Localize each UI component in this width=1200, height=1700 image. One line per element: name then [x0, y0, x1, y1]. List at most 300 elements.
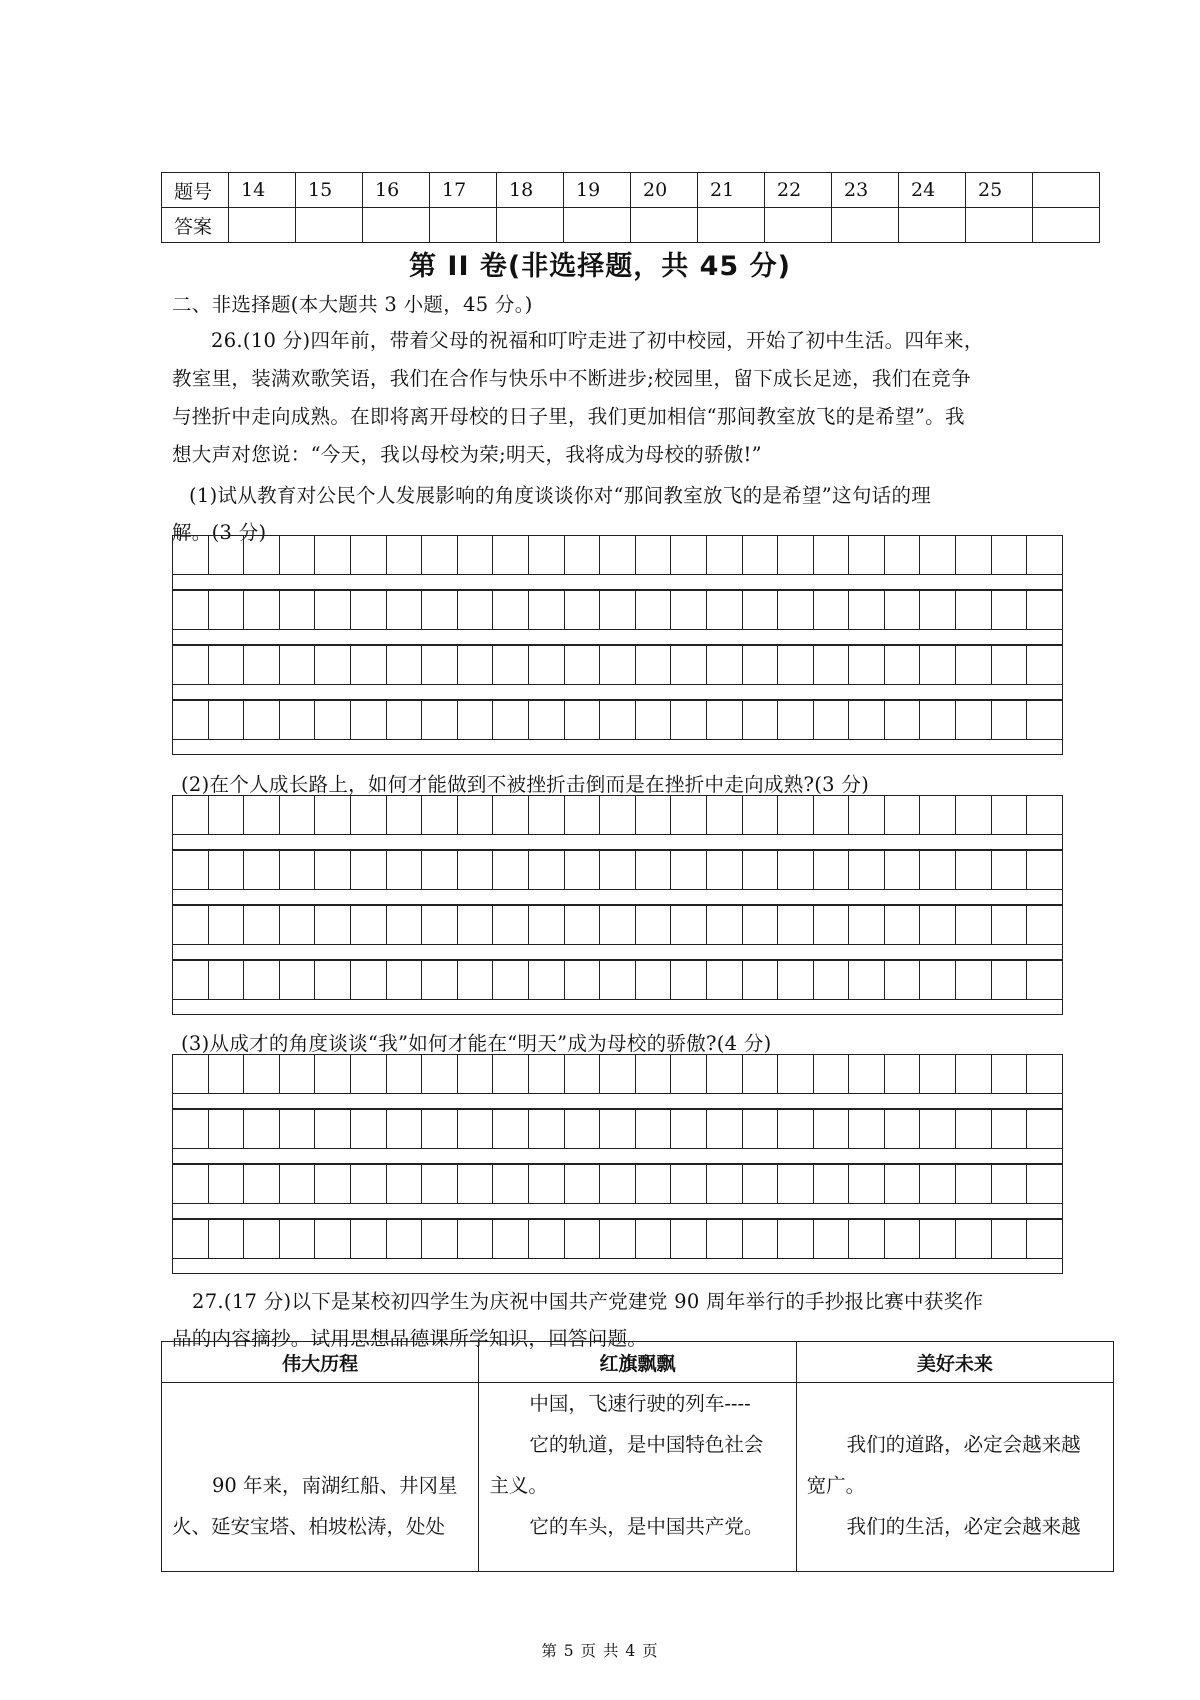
writing-grid-cell[interactable] — [209, 796, 245, 834]
writing-grid-cell[interactable] — [671, 906, 707, 944]
writing-grid-cell[interactable] — [280, 1220, 316, 1258]
writing-grid-cell[interactable] — [387, 906, 423, 944]
writing-grid-cell[interactable] — [778, 701, 814, 739]
writing-grid-cell[interactable] — [885, 646, 921, 684]
writing-grid-cell[interactable] — [565, 536, 601, 574]
writing-grid-cell[interactable] — [209, 591, 245, 629]
writing-grid-cell[interactable] — [920, 1165, 956, 1203]
writing-grid-cell[interactable] — [209, 701, 245, 739]
writing-grid-cell[interactable] — [743, 1055, 779, 1093]
writing-grid-cell[interactable] — [351, 961, 387, 999]
writing-grid-cell[interactable] — [1027, 1220, 1062, 1258]
writing-grid-cell[interactable] — [280, 646, 316, 684]
writing-grid-cell[interactable] — [814, 536, 850, 574]
writing-grid-cell[interactable] — [422, 1220, 458, 1258]
writing-grid-cell[interactable] — [849, 961, 885, 999]
writing-grid-cell[interactable] — [885, 701, 921, 739]
writing-grid-cell[interactable] — [387, 1055, 423, 1093]
writing-grid-cell[interactable] — [458, 701, 494, 739]
writing-grid-cell[interactable] — [920, 701, 956, 739]
writing-grid-cell[interactable] — [529, 591, 565, 629]
writing-grid-cell[interactable] — [600, 1165, 636, 1203]
writing-grid-cell[interactable] — [671, 1055, 707, 1093]
writing-grid-cell[interactable] — [707, 536, 743, 574]
writing-grid-cell[interactable] — [493, 796, 529, 834]
writing-grid-cell[interactable] — [707, 851, 743, 889]
writing-grid-cell[interactable] — [458, 851, 494, 889]
writing-grid-cell[interactable] — [885, 961, 921, 999]
writing-grid-row[interactable] — [172, 795, 1063, 835]
writing-grid-cell[interactable] — [814, 906, 850, 944]
writing-grid-cell[interactable] — [280, 701, 316, 739]
writing-grid-cell[interactable] — [885, 796, 921, 834]
writing-grid-cell[interactable] — [743, 961, 779, 999]
writing-grid-cell[interactable] — [600, 1220, 636, 1258]
writing-grid-cell[interactable] — [280, 591, 316, 629]
writing-grid-cell[interactable] — [671, 536, 707, 574]
writing-grid-cell[interactable] — [493, 701, 529, 739]
writing-grid-cell[interactable] — [885, 1165, 921, 1203]
writing-grid-cell[interactable] — [743, 851, 779, 889]
writing-grid-cell[interactable] — [600, 961, 636, 999]
writing-grid-cell[interactable] — [565, 1220, 601, 1258]
writing-grid-cell[interactable] — [992, 906, 1028, 944]
answer-cell[interactable] — [363, 208, 430, 243]
writing-grid-cell[interactable] — [209, 536, 245, 574]
writing-grid-cell[interactable] — [707, 906, 743, 944]
writing-grid-cell[interactable] — [1027, 1165, 1062, 1203]
writing-grid-cell[interactable] — [387, 1110, 423, 1148]
writing-grid-cell[interactable] — [600, 701, 636, 739]
writing-grid-cell[interactable] — [707, 961, 743, 999]
writing-grid-cell[interactable] — [814, 851, 850, 889]
writing-grid-cell[interactable] — [458, 536, 494, 574]
writing-grid-row[interactable] — [172, 590, 1063, 630]
writing-grid-cell[interactable] — [351, 701, 387, 739]
writing-grid-cell[interactable] — [280, 1110, 316, 1148]
writing-grid-cell[interactable] — [636, 961, 672, 999]
writing-grid-cell[interactable] — [849, 646, 885, 684]
writing-grid-cell[interactable] — [778, 646, 814, 684]
answer-cell[interactable] — [832, 208, 899, 243]
writing-grid-cell[interactable] — [778, 591, 814, 629]
writing-grid-cell[interactable] — [671, 1110, 707, 1148]
writing-grid-cell[interactable] — [743, 1110, 779, 1148]
writing-grid-cell[interactable] — [493, 1165, 529, 1203]
writing-grid-cell[interactable] — [992, 796, 1028, 834]
writing-grid-cell[interactable] — [493, 1220, 529, 1258]
writing-grid-cell[interactable] — [280, 906, 316, 944]
writing-grid-cell[interactable] — [351, 796, 387, 834]
writing-grid-cell[interactable] — [351, 1165, 387, 1203]
writing-grid-cell[interactable] — [920, 591, 956, 629]
writing-grid-cell[interactable] — [529, 1110, 565, 1148]
writing-grid-cell[interactable] — [244, 961, 280, 999]
writing-grid-cell[interactable] — [992, 701, 1028, 739]
writing-grid-cell[interactable] — [814, 796, 850, 834]
writing-grid-cell[interactable] — [920, 796, 956, 834]
writing-grid-cell[interactable] — [707, 796, 743, 834]
writing-grid-cell[interactable] — [814, 701, 850, 739]
writing-grid-cell[interactable] — [636, 796, 672, 834]
writing-grid-cell[interactable] — [849, 536, 885, 574]
writing-grid-cell[interactable] — [956, 646, 992, 684]
writing-grid-cell[interactable] — [565, 591, 601, 629]
writing-grid-row[interactable] — [172, 535, 1063, 575]
writing-grid-row[interactable] — [172, 850, 1063, 890]
writing-grid-cell[interactable] — [1027, 1110, 1062, 1148]
writing-grid-cell[interactable] — [885, 536, 921, 574]
writing-grid-cell[interactable] — [956, 1220, 992, 1258]
writing-grid-cell[interactable] — [244, 1165, 280, 1203]
writing-grid-cell[interactable] — [493, 961, 529, 999]
writing-grid-cell[interactable] — [565, 961, 601, 999]
writing-grid-cell[interactable] — [920, 851, 956, 889]
writing-grid-cell[interactable] — [849, 591, 885, 629]
writing-grid-cell[interactable] — [636, 591, 672, 629]
writing-grid-cell[interactable] — [280, 1165, 316, 1203]
writing-grid-cell[interactable] — [280, 536, 316, 574]
writing-grid-cell[interactable] — [351, 1220, 387, 1258]
writing-grid-cell[interactable] — [387, 646, 423, 684]
writing-grid-cell[interactable] — [778, 906, 814, 944]
writing-grid-cell[interactable] — [885, 1110, 921, 1148]
writing-grid-cell[interactable] — [600, 591, 636, 629]
writing-grid-cell[interactable] — [849, 1165, 885, 1203]
writing-grid-cell[interactable] — [315, 851, 351, 889]
writing-grid-cell[interactable] — [529, 701, 565, 739]
writing-grid-cell[interactable] — [920, 961, 956, 999]
writing-grid-cell[interactable] — [458, 1110, 494, 1148]
writing-grid-cell[interactable] — [956, 906, 992, 944]
writing-grid-cell[interactable] — [315, 1165, 351, 1203]
writing-grid-cell[interactable] — [671, 1165, 707, 1203]
writing-grid-cell[interactable] — [387, 961, 423, 999]
writing-grid-cell[interactable] — [493, 906, 529, 944]
writing-grid-cell[interactable] — [636, 646, 672, 684]
writing-grid-cell[interactable] — [636, 536, 672, 574]
writing-grid-cell[interactable] — [849, 1110, 885, 1148]
writing-grid-cell[interactable] — [920, 1055, 956, 1093]
writing-grid-cell[interactable] — [351, 646, 387, 684]
writing-grid-cell[interactable] — [422, 591, 458, 629]
writing-grid-cell[interactable] — [173, 961, 209, 999]
writing-grid-cell[interactable] — [992, 1110, 1028, 1148]
writing-grid-cell[interactable] — [173, 591, 209, 629]
writing-grid-cell[interactable] — [493, 591, 529, 629]
writing-grid-cell[interactable] — [209, 851, 245, 889]
answer-cell[interactable] — [631, 208, 698, 243]
writing-grid-cell[interactable] — [458, 591, 494, 629]
writing-grid-cell[interactable] — [849, 1220, 885, 1258]
writing-grid-cell[interactable] — [173, 536, 209, 574]
writing-grid-cell[interactable] — [1027, 646, 1062, 684]
writing-grid-cell[interactable] — [956, 1110, 992, 1148]
answer-cell[interactable] — [899, 208, 966, 243]
writing-grid-cell[interactable] — [707, 1165, 743, 1203]
writing-grid-cell[interactable] — [1027, 796, 1062, 834]
writing-grid-cell[interactable] — [244, 796, 280, 834]
writing-grid-cell[interactable] — [458, 906, 494, 944]
writing-grid-cell[interactable] — [173, 851, 209, 889]
writing-grid-cell[interactable] — [778, 1220, 814, 1258]
writing-grid-cell[interactable] — [636, 1055, 672, 1093]
writing-grid-cell[interactable] — [173, 796, 209, 834]
writing-grid-cell[interactable] — [244, 851, 280, 889]
writing-grid-row[interactable] — [172, 905, 1063, 945]
writing-grid-cell[interactable] — [849, 1055, 885, 1093]
writing-grid-cell[interactable] — [992, 1055, 1028, 1093]
writing-grid-cell[interactable] — [778, 1055, 814, 1093]
writing-grid-cell[interactable] — [351, 1110, 387, 1148]
answer-cell[interactable] — [229, 208, 296, 243]
answer-cell[interactable] — [966, 208, 1033, 243]
writing-grid-cell[interactable] — [992, 1165, 1028, 1203]
writing-grid-cell[interactable] — [885, 1220, 921, 1258]
writing-grid-cell[interactable] — [529, 646, 565, 684]
writing-grid-cell[interactable] — [529, 796, 565, 834]
writing-grid-cell[interactable] — [387, 536, 423, 574]
writing-grid-cell[interactable] — [743, 591, 779, 629]
writing-grid-cell[interactable] — [707, 1110, 743, 1148]
writing-grid-cell[interactable] — [1027, 906, 1062, 944]
writing-grid-cell[interactable] — [422, 1165, 458, 1203]
writing-grid-cell[interactable] — [956, 961, 992, 999]
writing-grid-cell[interactable] — [565, 1110, 601, 1148]
writing-grid-cell[interactable] — [565, 646, 601, 684]
writing-grid-cell[interactable] — [849, 796, 885, 834]
answer-cell[interactable] — [698, 208, 765, 243]
answer-cell[interactable] — [765, 208, 832, 243]
writing-grid-cell[interactable] — [244, 591, 280, 629]
writing-grid-cell[interactable] — [422, 701, 458, 739]
writing-grid-cell[interactable] — [280, 961, 316, 999]
writing-grid-cell[interactable] — [992, 536, 1028, 574]
writing-grid-cell[interactable] — [920, 1220, 956, 1258]
answer-cell[interactable] — [430, 208, 497, 243]
writing-grid-cell[interactable] — [244, 1110, 280, 1148]
writing-grid-cell[interactable] — [956, 536, 992, 574]
writing-grid-cell[interactable] — [778, 796, 814, 834]
writing-grid-cell[interactable] — [458, 1165, 494, 1203]
answer-cell[interactable] — [296, 208, 363, 243]
writing-grid-cell[interactable] — [209, 1220, 245, 1258]
writing-grid-cell[interactable] — [209, 906, 245, 944]
writing-grid-cell[interactable] — [992, 851, 1028, 889]
writing-grid-cell[interactable] — [458, 646, 494, 684]
writing-grid-cell[interactable] — [743, 1220, 779, 1258]
answer-grid-2[interactable] — [172, 795, 1063, 1015]
writing-grid-cell[interactable] — [493, 1055, 529, 1093]
writing-grid-cell[interactable] — [814, 1165, 850, 1203]
writing-grid-cell[interactable] — [600, 536, 636, 574]
writing-grid-row[interactable] — [172, 1164, 1063, 1204]
writing-grid-cell[interactable] — [743, 701, 779, 739]
writing-grid-cell[interactable] — [885, 1055, 921, 1093]
writing-grid-cell[interactable] — [280, 796, 316, 834]
writing-grid-cell[interactable] — [529, 536, 565, 574]
writing-grid-cell[interactable] — [315, 1220, 351, 1258]
writing-grid-cell[interactable] — [671, 961, 707, 999]
writing-grid-cell[interactable] — [992, 646, 1028, 684]
answer-cell[interactable] — [497, 208, 564, 243]
writing-grid-cell[interactable] — [458, 1055, 494, 1093]
writing-grid-cell[interactable] — [173, 906, 209, 944]
writing-grid-cell[interactable] — [458, 796, 494, 834]
writing-grid-row[interactable] — [172, 645, 1063, 685]
writing-grid-cell[interactable] — [565, 1165, 601, 1203]
writing-grid-cell[interactable] — [244, 701, 280, 739]
writing-grid-cell[interactable] — [351, 906, 387, 944]
writing-grid-cell[interactable] — [529, 1055, 565, 1093]
writing-grid-cell[interactable] — [209, 1110, 245, 1148]
writing-grid-cell[interactable] — [707, 646, 743, 684]
writing-grid-cell[interactable] — [707, 701, 743, 739]
writing-grid-cell[interactable] — [743, 646, 779, 684]
writing-grid-cell[interactable] — [814, 1220, 850, 1258]
writing-grid-cell[interactable] — [1027, 701, 1062, 739]
writing-grid-cell[interactable] — [743, 906, 779, 944]
writing-grid-cell[interactable] — [351, 536, 387, 574]
writing-grid-cell[interactable] — [173, 646, 209, 684]
writing-grid-cell[interactable] — [814, 591, 850, 629]
writing-grid-cell[interactable] — [1027, 591, 1062, 629]
writing-grid-cell[interactable] — [920, 646, 956, 684]
writing-grid-cell[interactable] — [351, 851, 387, 889]
writing-grid-cell[interactable] — [814, 646, 850, 684]
writing-grid-cell[interactable] — [992, 591, 1028, 629]
writing-grid-cell[interactable] — [173, 1165, 209, 1203]
writing-grid-cell[interactable] — [493, 536, 529, 574]
writing-grid-cell[interactable] — [422, 961, 458, 999]
writing-grid-cell[interactable] — [671, 851, 707, 889]
writing-grid-cell[interactable] — [351, 1055, 387, 1093]
writing-grid-cell[interactable] — [315, 701, 351, 739]
writing-grid-cell[interactable] — [422, 851, 458, 889]
writing-grid-cell[interactable] — [315, 961, 351, 999]
writing-grid-cell[interactable] — [600, 796, 636, 834]
writing-grid-cell[interactable] — [529, 851, 565, 889]
writing-grid-cell[interactable] — [387, 701, 423, 739]
writing-grid-cell[interactable] — [778, 1165, 814, 1203]
writing-grid-cell[interactable] — [636, 1110, 672, 1148]
writing-grid-cell[interactable] — [992, 961, 1028, 999]
writing-grid-cell[interactable] — [387, 796, 423, 834]
writing-grid-cell[interactable] — [244, 646, 280, 684]
writing-grid-cell[interactable] — [1027, 1055, 1062, 1093]
writing-grid-cell[interactable] — [529, 1220, 565, 1258]
writing-grid-cell[interactable] — [529, 1165, 565, 1203]
writing-grid-cell[interactable] — [636, 1165, 672, 1203]
writing-grid-row[interactable] — [172, 1219, 1063, 1259]
writing-grid-cell[interactable] — [565, 1055, 601, 1093]
writing-grid-cell[interactable] — [956, 1055, 992, 1093]
writing-grid-cell[interactable] — [600, 1055, 636, 1093]
writing-grid-cell[interactable] — [280, 851, 316, 889]
writing-grid-cell[interactable] — [173, 701, 209, 739]
writing-grid-cell[interactable] — [849, 906, 885, 944]
writing-grid-cell[interactable] — [707, 591, 743, 629]
writing-grid-cell[interactable] — [814, 1055, 850, 1093]
writing-grid-row[interactable] — [172, 1054, 1063, 1094]
writing-grid-cell[interactable] — [565, 701, 601, 739]
writing-grid-cell[interactable] — [315, 646, 351, 684]
writing-grid-cell[interactable] — [814, 961, 850, 999]
writing-grid-cell[interactable] — [636, 851, 672, 889]
writing-grid-cell[interactable] — [387, 1220, 423, 1258]
writing-grid-cell[interactable] — [636, 1220, 672, 1258]
writing-grid-cell[interactable] — [671, 646, 707, 684]
writing-grid-cell[interactable] — [885, 851, 921, 889]
writing-grid-cell[interactable] — [422, 536, 458, 574]
writing-grid-cell[interactable] — [422, 1055, 458, 1093]
writing-grid-cell[interactable] — [565, 851, 601, 889]
writing-grid-cell[interactable] — [387, 1165, 423, 1203]
writing-grid-cell[interactable] — [920, 536, 956, 574]
writing-grid-cell[interactable] — [173, 1055, 209, 1093]
writing-grid-cell[interactable] — [209, 1055, 245, 1093]
writing-grid-cell[interactable] — [885, 906, 921, 944]
writing-grid-cell[interactable] — [992, 1220, 1028, 1258]
writing-grid-cell[interactable] — [636, 701, 672, 739]
writing-grid-cell[interactable] — [956, 851, 992, 889]
writing-grid-row[interactable] — [172, 960, 1063, 1000]
writing-grid-cell[interactable] — [422, 1110, 458, 1148]
writing-grid-cell[interactable] — [244, 906, 280, 944]
writing-grid-cell[interactable] — [707, 1055, 743, 1093]
writing-grid-cell[interactable] — [209, 961, 245, 999]
writing-grid-cell[interactable] — [1027, 851, 1062, 889]
writing-grid-cell[interactable] — [671, 796, 707, 834]
writing-grid-cell[interactable] — [315, 1055, 351, 1093]
answer-grid-3[interactable] — [172, 1054, 1063, 1274]
writing-grid-row[interactable] — [172, 1109, 1063, 1149]
writing-grid-cell[interactable] — [315, 796, 351, 834]
writing-grid-cell[interactable] — [778, 1110, 814, 1148]
writing-grid-cell[interactable] — [849, 851, 885, 889]
writing-grid-cell[interactable] — [387, 591, 423, 629]
writing-grid-cell[interactable] — [387, 851, 423, 889]
writing-grid-cell[interactable] — [671, 701, 707, 739]
writing-grid-cell[interactable] — [885, 591, 921, 629]
writing-grid-cell[interactable] — [920, 1110, 956, 1148]
writing-grid-cell[interactable] — [173, 1220, 209, 1258]
writing-grid-cell[interactable] — [778, 851, 814, 889]
writing-grid-cell[interactable] — [671, 591, 707, 629]
writing-grid-cell[interactable] — [814, 1110, 850, 1148]
writing-grid-cell[interactable] — [209, 1165, 245, 1203]
writing-grid-cell[interactable] — [173, 1110, 209, 1148]
writing-grid-cell[interactable] — [422, 906, 458, 944]
writing-grid-cell[interactable] — [565, 796, 601, 834]
writing-grid-cell[interactable] — [600, 906, 636, 944]
writing-grid-cell[interactable] — [743, 796, 779, 834]
writing-grid-cell[interactable] — [315, 906, 351, 944]
writing-grid-cell[interactable] — [956, 591, 992, 629]
writing-grid-cell[interactable] — [244, 536, 280, 574]
writing-grid-cell[interactable] — [600, 1110, 636, 1148]
writing-grid-cell[interactable] — [920, 906, 956, 944]
writing-grid-cell[interactable] — [600, 646, 636, 684]
writing-grid-cell[interactable] — [493, 1110, 529, 1148]
writing-grid-cell[interactable] — [422, 796, 458, 834]
writing-grid-cell[interactable] — [636, 906, 672, 944]
writing-grid-cell[interactable] — [956, 1165, 992, 1203]
writing-grid-cell[interactable] — [244, 1220, 280, 1258]
writing-grid-cell[interactable] — [778, 536, 814, 574]
writing-grid-cell[interactable] — [956, 796, 992, 834]
writing-grid-cell[interactable] — [458, 1220, 494, 1258]
